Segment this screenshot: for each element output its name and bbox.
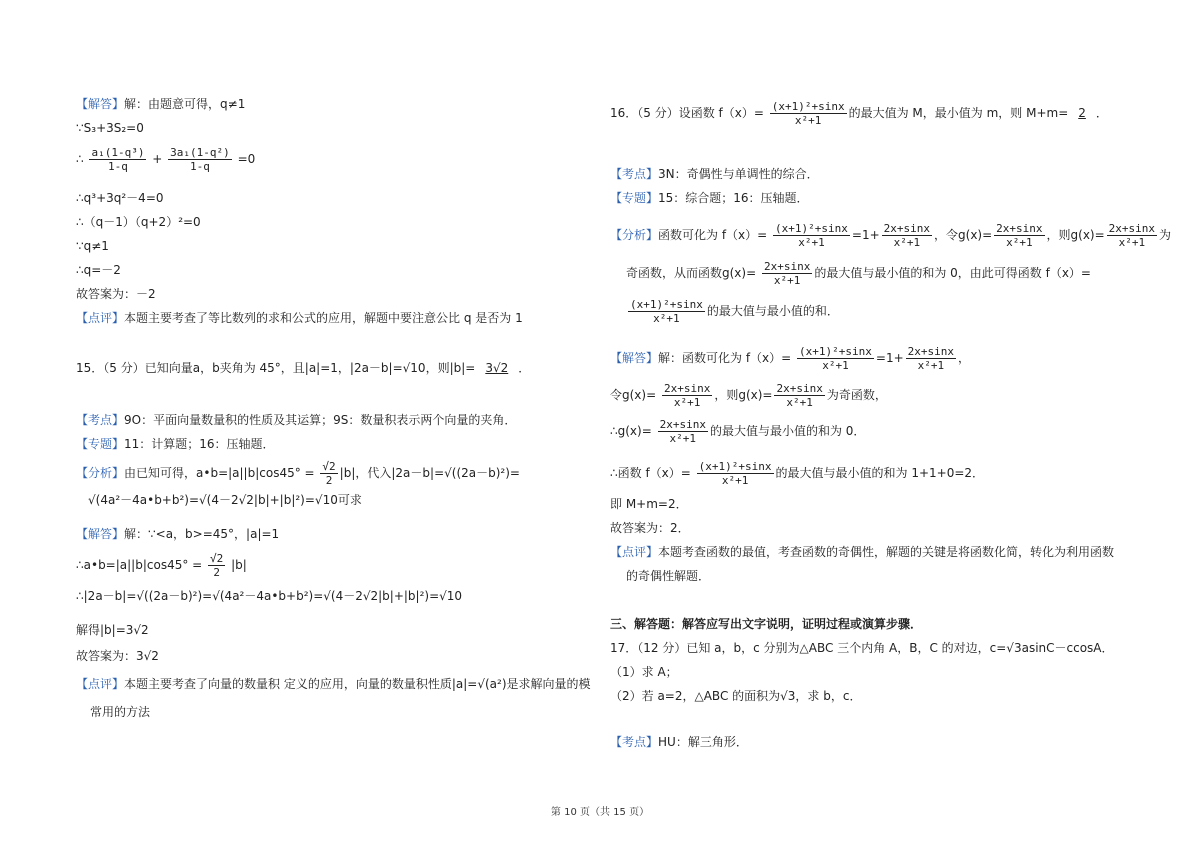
zhuanti-16 — [610, 190, 809, 206]
fraction — [697, 460, 774, 487]
question-text: 16．（5 分）设函数 f（x）= — [610, 106, 764, 120]
fraction — [662, 382, 712, 409]
label-tag: 【考点】 — [610, 735, 659, 749]
fraction — [797, 345, 874, 372]
question-17: 17．（12 分）已知 a，b，c 分别为△ABC 三个内角 A，B，C 的对边，c=√3asinC－ccosA． — [610, 641, 1114, 655]
numerator: √2 — [210, 552, 224, 565]
text: HU：解三角形． — [658, 735, 748, 749]
label-tag: 【解答】 — [76, 527, 125, 541]
question-text: 的最大值为 M，最小值为 m，则 M+m= — [848, 106, 1069, 120]
text: ∴函数 f（x）= — [610, 466, 691, 480]
fraction — [1107, 222, 1157, 249]
text: 本题主要考查了向量的数量积 定义的应用，向量的数量积性质|a|=√(a²)是求解向量的模 — [124, 677, 591, 691]
fraction — [658, 418, 708, 445]
answer: 3√2 — [485, 361, 509, 375]
text: 的最大值与最小值的和为 0，由此可得函数 f（x）= — [814, 266, 1091, 280]
denominator: x²+1 — [1006, 236, 1033, 249]
jieda-16-line-4 — [610, 460, 984, 487]
solution-14-line-2: ∵S₃+3S₂=0 — [76, 121, 144, 135]
label-tag: 【解答】 — [76, 97, 125, 111]
fraction — [994, 222, 1044, 249]
numerator: (x+1)²+sinx — [799, 345, 872, 358]
solution-14-line-4: ∴q³+3q²－4=0 — [76, 191, 164, 205]
label-tag: 【考点】 — [76, 413, 125, 427]
denominator: 2 — [325, 474, 333, 487]
denominator: x²+1 — [773, 274, 801, 287]
denominator: x²+1 — [917, 359, 945, 372]
fenxi-15 — [76, 460, 520, 487]
solution-14-line-8: 故答案为：－2 — [76, 287, 156, 301]
text: 为 — [1159, 228, 1172, 242]
numerator: 2x+sinx — [883, 222, 931, 235]
text: 9O：平面向量数量积的性质及其运算；9S：数量积表示两个向量的夹角． — [124, 413, 517, 427]
denominator: x²+1 — [893, 236, 921, 249]
text: |b| — [231, 558, 247, 572]
fraction — [320, 460, 337, 487]
jieda-15-line-2 — [76, 552, 247, 579]
text: ， — [958, 351, 971, 365]
text: 为奇函数， — [826, 388, 887, 402]
fraction — [762, 260, 812, 287]
numerator: 2x+sinx — [763, 260, 811, 273]
equals: =0 — [237, 152, 256, 166]
jieda-16 — [610, 345, 970, 372]
denominator: x²+1 — [794, 114, 822, 127]
solution-14-line-5: ∴（q－1）（q+2）²=0 — [76, 215, 201, 229]
text: =1+ — [875, 351, 904, 365]
text: 解：由题意可得，q≠1 — [124, 97, 246, 111]
text: 的最大值与最小值的和为 1+1+0=2． — [775, 466, 985, 480]
text: 的最大值与最小值的和． — [706, 304, 839, 318]
text: 11：计算题；16：压轴题． — [124, 437, 275, 451]
question-15 — [76, 360, 530, 376]
numerator: (x+1)²+sinx — [698, 460, 772, 473]
fenxi-16-line-2 — [626, 260, 1091, 287]
comment-15-line-2: 常用的方法 — [90, 705, 151, 719]
label-tag: 【解答】 — [610, 351, 659, 365]
text: =1+ — [851, 228, 880, 242]
numerator: 3a₁(1-q²) — [170, 146, 230, 159]
text: 奇函数，从而函数g(x)= — [626, 266, 757, 280]
label-tag: 【分析】 — [610, 228, 659, 242]
numerator: 2x+sinx — [1108, 222, 1156, 235]
numerator: 2x+sinx — [776, 382, 823, 395]
zhuanti-15 — [76, 436, 275, 452]
label-tag: 【专题】 — [76, 437, 125, 451]
jieda-16-line-2 — [610, 382, 887, 409]
denominator: x²+1 — [653, 312, 680, 325]
denominator: x²+1 — [669, 432, 697, 445]
section-3-heading: 三、解答题：解答应写出文字说明，证明过程或演算步骤． — [610, 617, 923, 631]
denominator: x²+1 — [673, 396, 701, 409]
numerator: a₁(1-q³) — [91, 146, 145, 159]
numerator: (x+1)²+sinx — [775, 222, 848, 235]
text: 本题主要考查了等比数列的求和公式的应用，解题中要注意公比 q 是否为 1 — [124, 311, 523, 325]
numerator: 2x+sinx — [907, 345, 955, 358]
text: 解：∵<a，b>=45°，|a|=1 — [124, 527, 280, 541]
denominator: 1-q — [190, 160, 210, 173]
end: ． — [1095, 106, 1108, 120]
label-tag: 【点评】 — [610, 545, 659, 559]
fraction — [89, 146, 146, 173]
fraction — [770, 100, 847, 127]
denominator: x²+1 — [786, 396, 813, 409]
text: |b|，代入|2a－b|=√((2a－b)²)= — [339, 466, 520, 480]
comment-14 — [76, 310, 523, 326]
fenxi-15-line-2: √(4a²－4a•b+b²)=√(4－2√2|b|+|b|²)=√10可求 — [88, 493, 362, 507]
text: 函数可化为 f（x）= — [658, 228, 768, 242]
answer: 2 — [1078, 106, 1086, 120]
label-tag: 【点评】 — [76, 311, 125, 325]
fraction — [882, 222, 932, 249]
comment-16-line-2: 的奇偶性解题． — [626, 569, 711, 583]
numerator: 2x+sinx — [659, 418, 706, 431]
question-17-part-1: （1）求 A； — [610, 665, 678, 679]
jieda-16-line-3 — [610, 418, 865, 445]
solution-14-line-7: ∴q=－2 — [76, 263, 121, 277]
denominator: x²+1 — [798, 236, 825, 249]
text: 由已知可得，a•b=|a||b|cos45° = — [124, 466, 315, 480]
jieda-15 — [76, 526, 279, 542]
numerator: (x+1)²+sinx — [630, 298, 703, 311]
solution-14-line-1 — [76, 96, 245, 112]
text: 令g(x)= — [610, 388, 657, 402]
text: 3N：奇偶性与单调性的综合． — [658, 167, 819, 181]
label-tag: 【点评】 — [76, 677, 125, 691]
numerator: 2x+sinx — [996, 222, 1043, 235]
text: 解：函数可化为 f（x）= — [658, 351, 792, 365]
solution-14-line-6: ∵q≠1 — [76, 239, 109, 253]
label-tag: 【考点】 — [610, 167, 659, 181]
kaodian-16 — [610, 166, 819, 182]
text: ，令g(x)= — [934, 228, 993, 242]
page-footer: 第 10 页（共 15 页） — [550, 807, 650, 818]
comment-15 — [76, 676, 591, 692]
kaodian-17 — [610, 734, 748, 750]
label-tag: 【分析】 — [76, 466, 125, 480]
text: ∴g(x)= — [610, 424, 652, 438]
numerator: 2x+sinx — [663, 382, 711, 395]
jieda-16-line-6: 故答案为：2． — [610, 521, 690, 535]
question-16 — [610, 100, 1108, 127]
fraction — [906, 345, 956, 372]
end: ． — [518, 361, 531, 375]
kaodian-15 — [76, 412, 516, 428]
numerator: (x+1)²+sinx — [771, 100, 845, 113]
text: ，则g(x)= — [714, 388, 773, 402]
question-text: 15．（5 分）已知向量a，b夹角为 45°，且|a|=1，|2a－b|=√10，则|b|= — [76, 361, 476, 375]
denominator: x²+1 — [721, 474, 749, 487]
solution-14-line-3 — [76, 146, 255, 173]
fenxi-16 — [610, 222, 1171, 249]
text: 本题考查函数的最值，考查函数的奇偶性，解题的关键是将函数化简，转化为利用函数 — [658, 545, 1115, 559]
denominator: x²+1 — [1118, 236, 1146, 249]
denominator: 1-q — [108, 160, 128, 173]
denominator: x²+1 — [822, 359, 849, 372]
jieda-16-line-5: 即 M+m=2． — [610, 497, 688, 511]
fraction — [628, 298, 705, 325]
numerator: √2 — [322, 460, 336, 473]
fraction — [773, 222, 850, 249]
fraction — [208, 552, 225, 579]
fenxi-16-line-3 — [626, 298, 839, 325]
fraction — [774, 382, 824, 409]
text: ，则g(x)= — [1046, 228, 1105, 242]
jieda-15-line-3: ∴|2a－b|=√((2a－b)²)=√(4a²－4a•b+b²)=√(4－2√2|b|+|b|²)=√10 — [76, 589, 463, 603]
comment-16 — [610, 544, 1114, 560]
text: ∴a•b=|a||b|cos45° = — [76, 558, 203, 572]
jieda-15-line-5: 故答案为：3√2 — [76, 649, 159, 663]
denominator: 2 — [213, 566, 220, 579]
plus: + — [152, 152, 163, 166]
jieda-15-line-4: 解得|b|=3√2 — [76, 623, 149, 637]
question-17-part-2: （2）若 a=2，△ABC 的面积为√3，求 b，c． — [610, 689, 862, 703]
label-tag: 【专题】 — [610, 191, 659, 205]
fraction — [168, 146, 232, 173]
text: 的最大值与最小值的和为 0． — [709, 424, 866, 438]
therefore: ∴ — [76, 152, 84, 166]
text: 15：综合题；16：压轴题． — [658, 191, 809, 205]
